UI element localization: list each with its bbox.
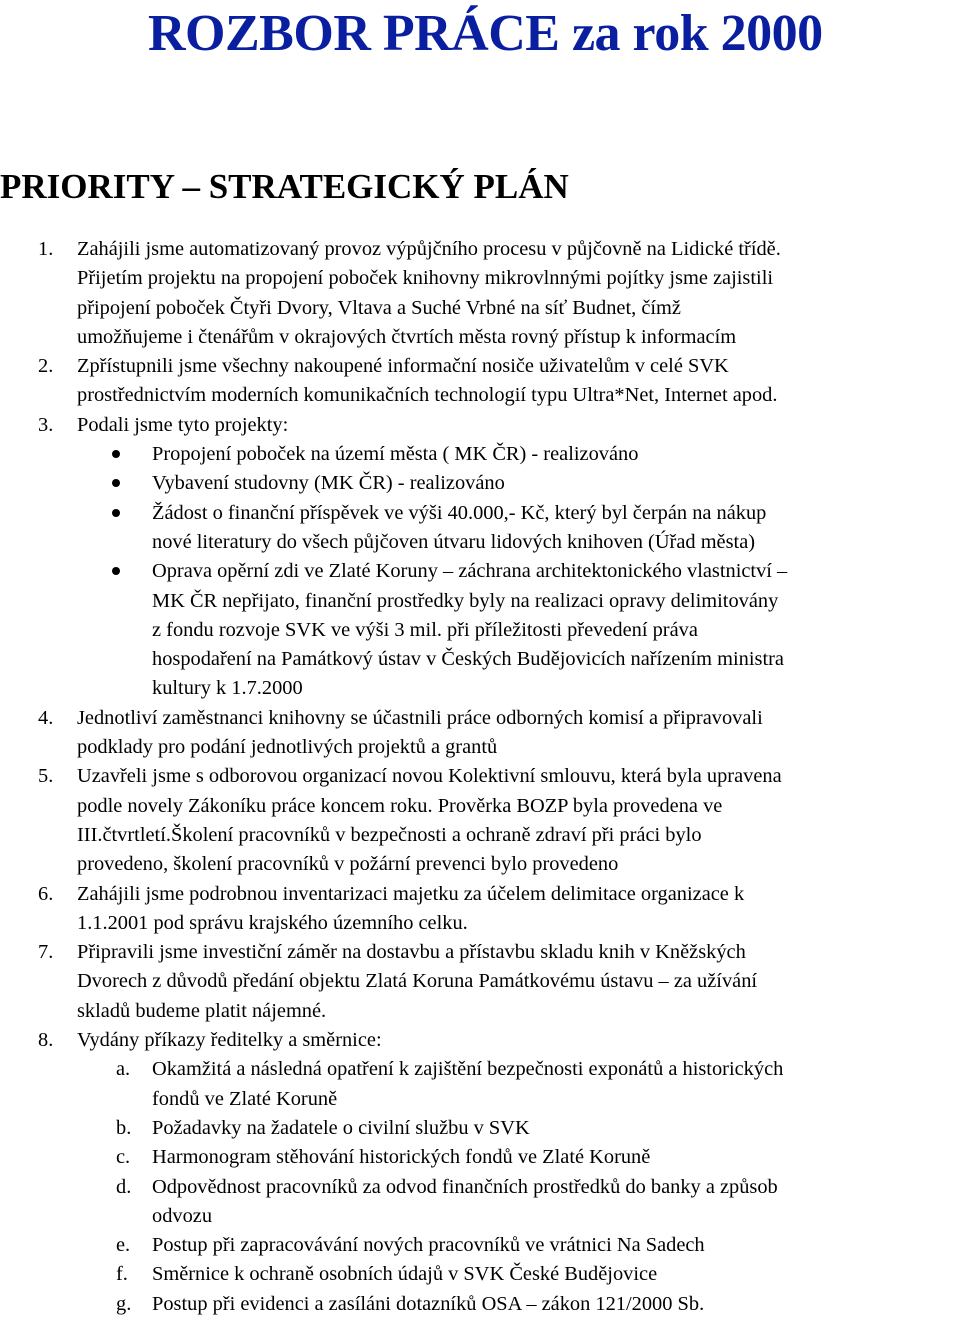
directive-letter: a. [116, 1058, 131, 1081]
bullet-icon [112, 567, 120, 575]
directive-text-line: Postup při evidenci a zasíláni dotazníků OSA – zákon 121/2000 Sb. [152, 1292, 705, 1315]
list-item [0, 704, 960, 763]
item-text-line: prostřednictvím moderních komunikačních technologií typu Ultra*Net, Internet apod. [77, 384, 778, 407]
directive-text-line: Požadavky na žadatele o civilní službu v SVK [152, 1116, 530, 1139]
directive-text-line: Harmonogram stěhování historických fondů ve Zlaté Koruně [152, 1146, 651, 1169]
bullet-text-line: Oprava opěrní zdi ve Zlaté Koruny – záchrana architektonického vlastnictví – [152, 560, 788, 583]
item-number: 1. [38, 238, 54, 260]
bullet-text-line: Propojení poboček na území města ( MK ČR) - realizováno [152, 443, 639, 466]
item-text-line: Zahájili jsme automatizovaný provoz výpůjčního procesu v půjčovně na Lidické třídě. [77, 238, 781, 260]
item-number: 5. [38, 765, 54, 788]
directive-text-line: Okamžitá a následná opatření k zajištění bezpečnosti exponátů a historických [152, 1058, 784, 1081]
bullet-text-line: z fondu rozvoje SVK ve výši 3 mil. při příležitosti převedení práva [152, 618, 698, 641]
directive-item [0, 1290, 960, 1319]
page-title: ROZBOR PRÁCE za rok 2000 [148, 5, 823, 62]
item-number: 6. [38, 882, 54, 905]
item-text-line: umožňujeme i čtenářům v okrajových čtvrtích města rovný přístup k informacím [77, 325, 737, 348]
item-number: 8. [38, 1029, 54, 1052]
item-number: 2. [38, 355, 54, 378]
directive-text-line: Postup při zapracovávání nových pracovníků ve vrátnici Na Sadech [152, 1234, 705, 1257]
directive-letter: e. [116, 1234, 131, 1257]
bullet-icon [112, 479, 120, 487]
item-text-line: III.čtvrtletí.Školení pracovníků v bezpečnosti a ochraně zdraví při práci bylo [77, 823, 702, 846]
item-text-line: provedeno, školení pracovníků v požární prevenci bylo provedeno [77, 853, 619, 876]
section-heading: PRIORITY – STRATEGICKÝ PLÁN [0, 167, 569, 206]
item-text-line: Přijetím projektu na propojení poboček knihovny mikrovlnnými pojítky jsme zajistili [77, 267, 774, 290]
list-item [0, 411, 960, 440]
bullet-icon [112, 509, 120, 517]
list-item [0, 352, 960, 411]
item-number: 7. [38, 941, 54, 964]
directive-text-line: Odpovědnost pracovníků za odvod finančních prostředků do banky a způsob [152, 1175, 778, 1198]
item-text-line: skladů budeme platit nájemné. [77, 999, 327, 1022]
list-item [0, 762, 960, 879]
priority-list [0, 235, 960, 1319]
directive-text-line: Směrnice k ochraně osobních údajů v SVK České Budějovice [152, 1263, 658, 1286]
bullet-text-line: MK ČR nepřijato, finanční prostředky byly na realizaci opravy delimitovány [152, 589, 779, 612]
bullet-text-line: hospodaření na Památkový ústav v Českých Budějovicích nařízením ministra [152, 648, 784, 671]
directive-item [0, 1143, 960, 1172]
item-number: 3. [38, 413, 54, 436]
directive-letter: f. [116, 1263, 128, 1286]
bullet-text-line: nové literatury do všech půjčoven útvaru lidových knihoven (Úřad města) [152, 530, 756, 553]
item-text-line: 1.1.2001 pod správu krajského územního celku. [77, 911, 468, 934]
project-bullet-list [0, 440, 960, 704]
bullet-text-line: Žádost o finanční příspěvek ve výši 40.000,- Kč, který byl čerpán na nákup [152, 501, 767, 524]
item-text-line: Dvorech z důvodů předání objektu Zlatá Koruna Památkovému ústavu – za užívání [77, 970, 758, 993]
bullet-text-line: Vybavení studovny (MK ČR) - realizováno [152, 472, 505, 495]
directive-text-line: fondů ve Zlaté Koruně [152, 1087, 338, 1110]
item-text-line: Zpřístupnili jsme všechny nakoupené informační nosiče uživatelům v celé SVK [77, 355, 729, 378]
directive-item [0, 1114, 960, 1143]
item-text-line: Zahájili jsme podrobnou inventarizaci majetku za účelem delimitace organizace k [77, 882, 745, 905]
directive-letter: b. [116, 1116, 132, 1139]
item-text-line: Jednotliví zaměstnanci knihovny se účastnili práce odborných komisí a připravovali [77, 706, 763, 729]
directive-item [0, 1055, 960, 1114]
bullet-item [0, 557, 960, 703]
directive-item [0, 1231, 960, 1260]
list-item [0, 938, 960, 1026]
item-text-line: Uzavřeli jsme s odborovou organizací novou Kolektivní smlouvu, která byla upravena [77, 765, 782, 788]
item-text-line: připojení poboček Čtyři Dvory, Vltava a Suché Vrbné na síť Budnet, čímž [77, 296, 681, 319]
list-item [0, 1026, 960, 1055]
directive-letter: d. [116, 1175, 132, 1198]
item-text-line: podklady pro podání jednotlivých projektů a grantů [77, 736, 498, 759]
directive-list [0, 1055, 960, 1319]
bullet-item [0, 469, 960, 498]
list-item [0, 880, 960, 939]
item-text-line: Podali jsme tyto projekty: [77, 413, 289, 436]
bullet-text-line: kultury k 1.7.2000 [152, 677, 303, 700]
item-number: 4. [38, 706, 54, 729]
bullet-item [0, 440, 960, 469]
item-text-line: podle novely Zákoníku práce koncem roku. Prověrka BOZP byla provedena ve [77, 794, 723, 817]
directive-letter: c. [116, 1146, 131, 1169]
directive-item [0, 1260, 960, 1289]
directive-letter: g. [116, 1292, 132, 1315]
directive-item [0, 1173, 960, 1232]
item-text-line: Připravili jsme investiční záměr na dostavbu a přístavbu skladu knih v Kněžských [77, 941, 746, 964]
directive-text-line: odvozu [152, 1204, 213, 1227]
list-item [0, 235, 960, 352]
bullet-item [0, 499, 960, 558]
item-text-line: Vydány příkazy ředitelky a směrnice: [77, 1029, 382, 1052]
bullet-icon [112, 450, 120, 458]
